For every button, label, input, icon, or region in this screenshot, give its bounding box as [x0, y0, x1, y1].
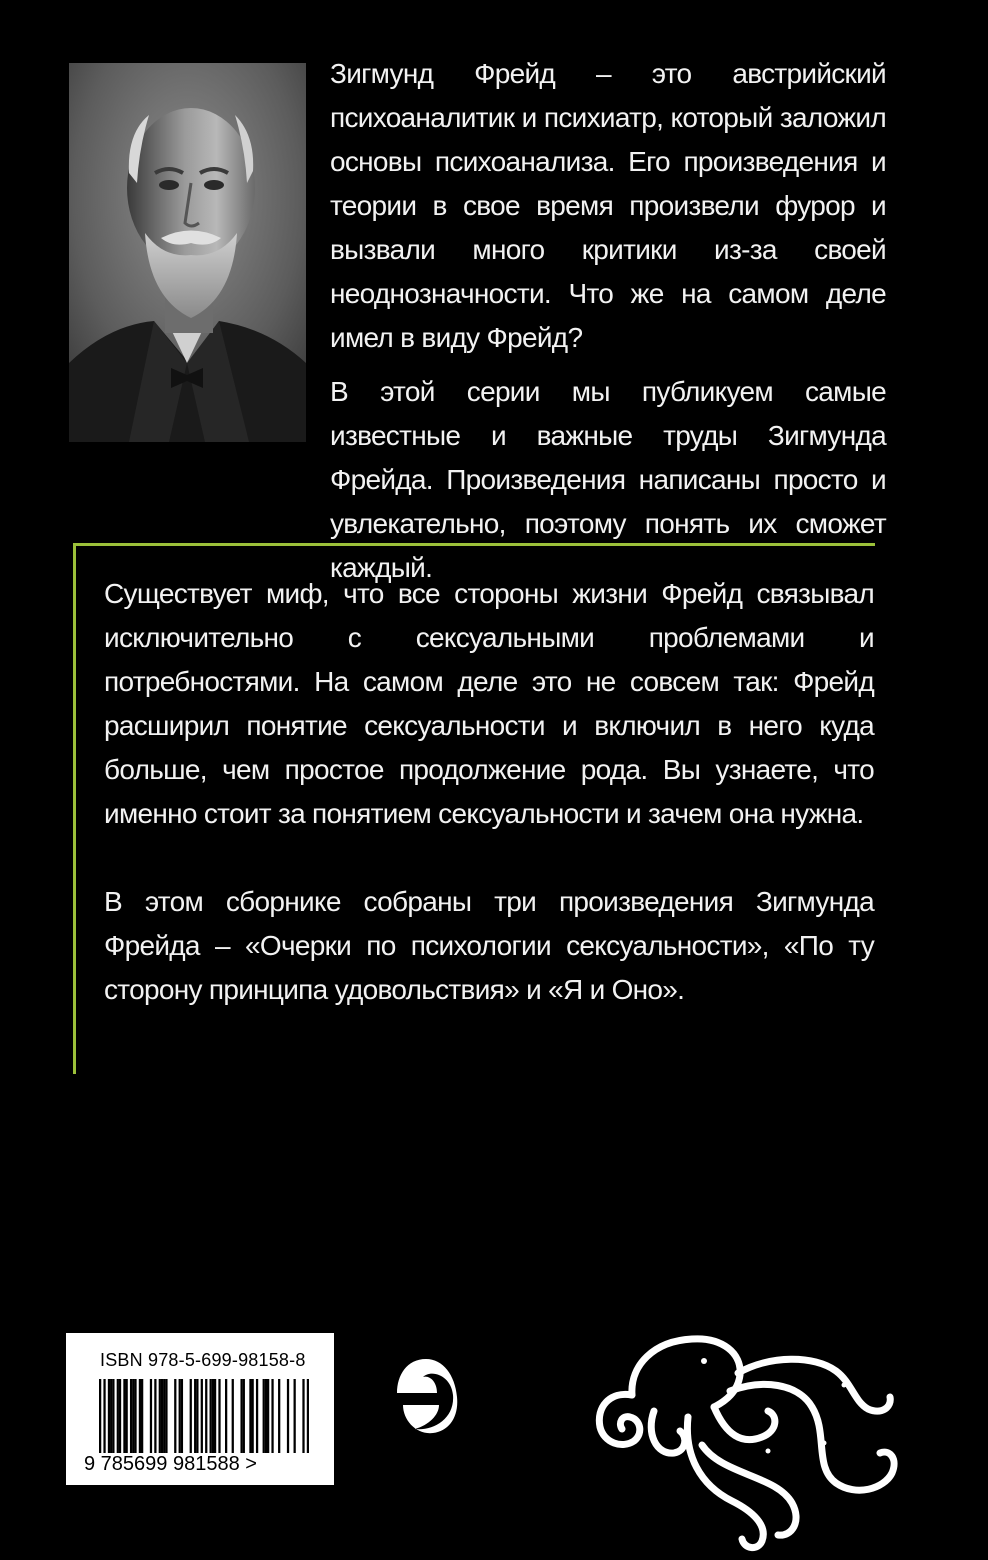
barcode-digits: 9 785699 981588 >: [84, 1453, 257, 1475]
barcode-bar: [214, 1379, 216, 1453]
barcode-bar: [194, 1379, 196, 1453]
barcode-bar: [256, 1379, 258, 1453]
barcode-bar: [126, 1379, 128, 1453]
barcode-bar: [181, 1379, 183, 1453]
barcode-bar: [179, 1379, 181, 1453]
barcode-bar: [267, 1379, 269, 1453]
barcode-bar: [265, 1379, 267, 1453]
description-paragraph-1: Существует миф, что все стороны жизни Фрейд связывал исключительно с сексуальными проблемами и потребностями. На самом деле это не совсем так: Фрейд расширил понятие сексуальности и включил в него куда больше, чем простое продолжение рода. Вы узнаете, что именно стоит за понятием сексуальности и зачем она нужна.: [104, 578, 874, 829]
barcode-bar: [117, 1379, 119, 1453]
author-blurb-paragraph-1: Зигмунд Фрейд – это австрийский психоаналитик и психиатр, который заложил основы психоанализа. Его произведения и теории в свое время произвели фурор и вызвали много критики из-за своей неоднозначности. Что же на самом деле имел в виду Фрейд?: [330, 58, 886, 353]
barcode-bar: [307, 1379, 309, 1453]
isbn-label: ISBN 978-5-699-98158-8: [100, 1350, 306, 1370]
accent-rule-horizontal: [73, 543, 875, 546]
isbn-barcode: [66, 1333, 334, 1485]
barcode-bar: [159, 1379, 161, 1453]
barcode-bar: [249, 1379, 251, 1453]
barcode-bar: [123, 1379, 125, 1453]
description-paragraph-2: В этом сборнике собраны три произведения Зигмунда Фрейда – «Очерки по психологии сексуальности», «По ту сторону принципа удовольствия» и «Я и Оно».: [104, 886, 874, 1005]
barcode-bar: [110, 1379, 112, 1453]
barcode-bar: [163, 1379, 165, 1453]
barcode-bar: [130, 1379, 132, 1453]
barcode-bar: [165, 1379, 167, 1453]
barcode-bar: [139, 1379, 141, 1453]
barcode-bar: [278, 1379, 280, 1453]
barcode-bar: [263, 1379, 265, 1453]
barcode-bar: [174, 1379, 176, 1453]
accent-rule-vertical: [73, 543, 76, 1074]
barcode-bar: [232, 1379, 234, 1453]
barcode-bar: [252, 1379, 254, 1453]
author-portrait: [69, 63, 306, 442]
barcode-bar: [190, 1379, 192, 1453]
author-blurb-paragraph-2: В этой серии мы публикуем самые известные и важные труды Зигмунда Фрейда. Произведения написаны просто и увлекательно, поэтому понять их сможет каждый.: [330, 376, 886, 583]
barcode-bar: [99, 1379, 101, 1453]
barcode-bar: [210, 1379, 212, 1453]
barcode-bar: [141, 1379, 143, 1453]
author-blurb: [330, 52, 886, 600]
barcode-bar: [212, 1379, 214, 1453]
barcode-bar: [201, 1379, 203, 1453]
barcode-bar: [119, 1379, 121, 1453]
octopus-logo-icon: [592, 1325, 902, 1560]
barcode-bar: [161, 1379, 163, 1453]
barcode-bar: [150, 1379, 152, 1453]
barcode-bar: [294, 1379, 296, 1453]
barcode-bar: [225, 1379, 227, 1453]
eksmo-logo-icon: [393, 1355, 459, 1440]
barcode-bar: [134, 1379, 136, 1453]
barcode-bar: [205, 1379, 207, 1453]
barcode-bar: [240, 1379, 242, 1453]
book-description: [104, 572, 874, 1012]
barcode-bar: [302, 1379, 304, 1453]
barcode-bar: [103, 1379, 105, 1453]
barcode-bar: [218, 1379, 220, 1453]
barcode-bar: [132, 1379, 134, 1453]
barcode-bar: [243, 1379, 245, 1453]
barcode-bar: [287, 1379, 289, 1453]
barcode-bar: [112, 1379, 114, 1453]
barcode-bars: [99, 1379, 309, 1453]
barcode-bar: [196, 1379, 198, 1453]
barcode-bar: [271, 1379, 273, 1453]
barcode-bar: [108, 1379, 110, 1453]
barcode-bar: [154, 1379, 156, 1453]
